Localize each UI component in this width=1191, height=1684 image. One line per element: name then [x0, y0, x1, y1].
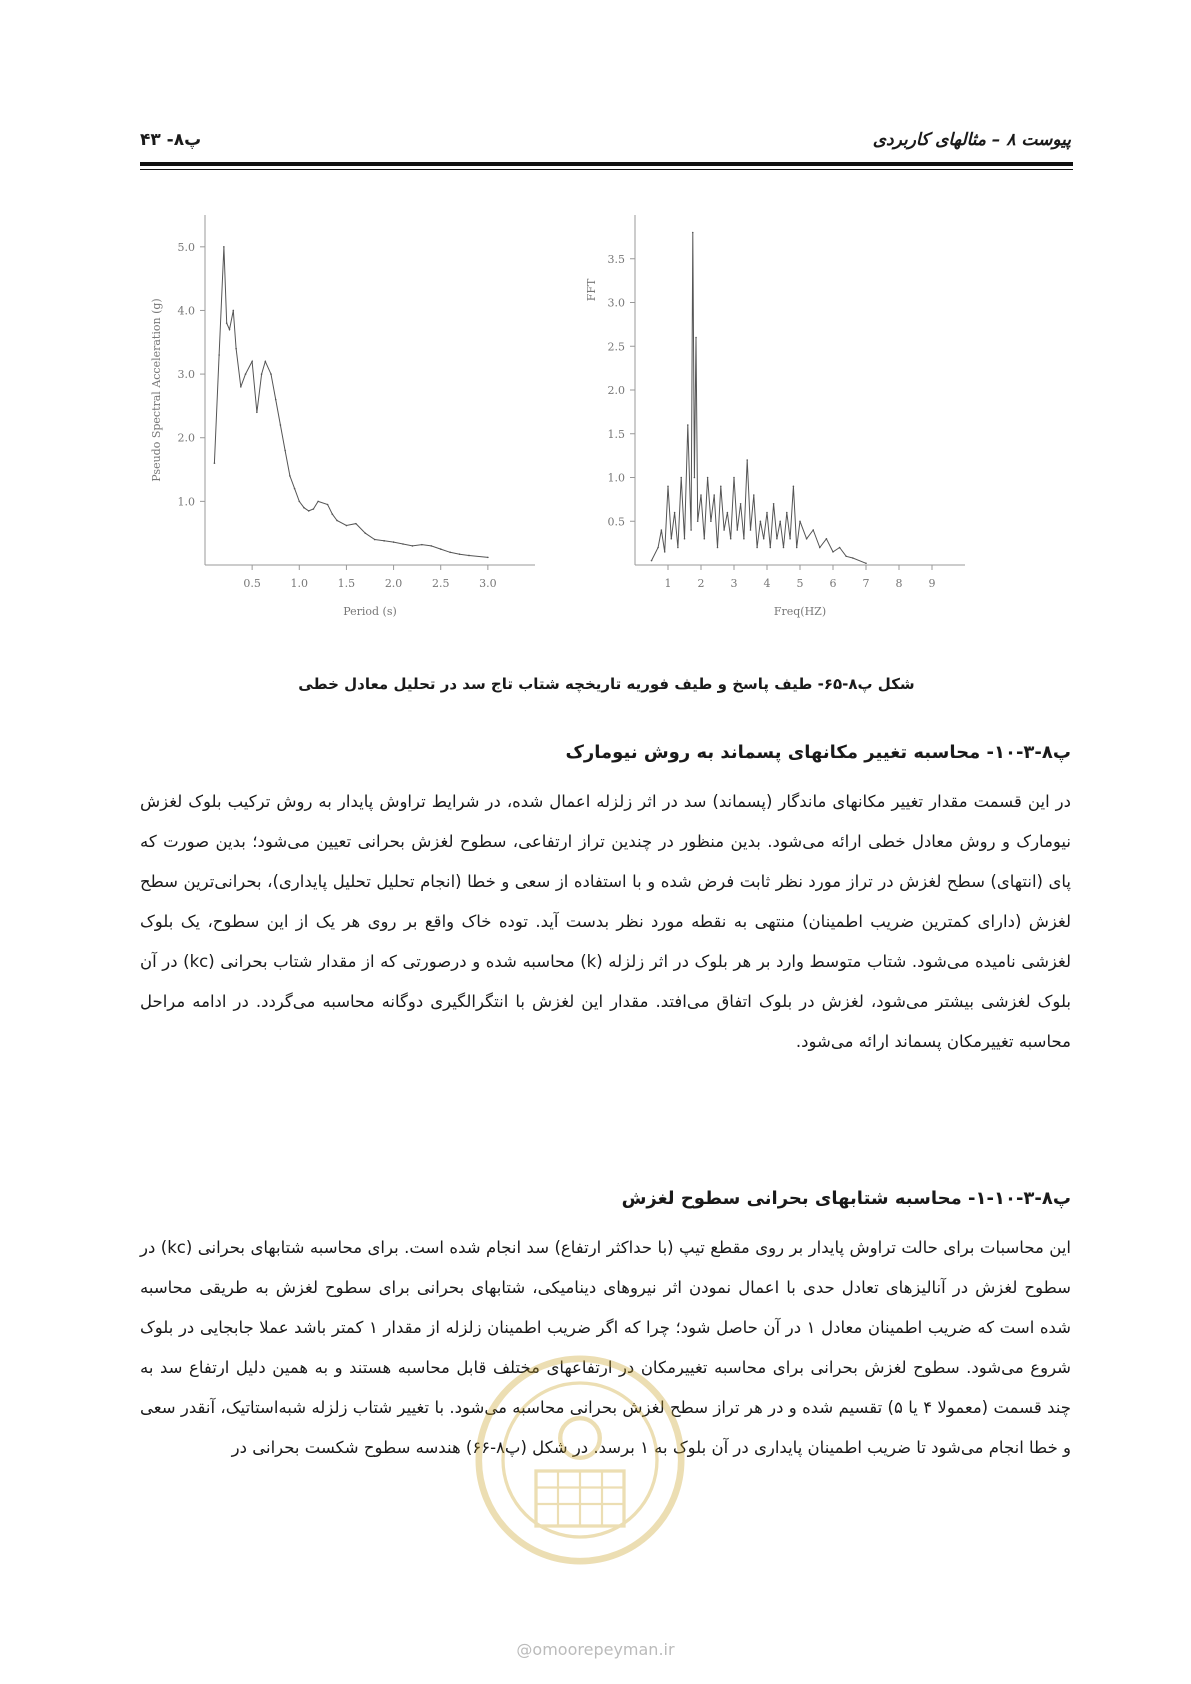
x-tick-label: 9 — [928, 577, 936, 590]
data-point — [289, 475, 291, 477]
data-point — [770, 547, 772, 549]
data-point — [710, 520, 712, 522]
data-point — [852, 557, 854, 559]
data-point — [692, 232, 694, 234]
paragraph-newmark: در این قسمت مقدار تغییر مکانهای ماندگار (پسماند) سد در اثر زلزله اعمال شده، در شرایط تراوش پایدار به روش ترکیب بلوک لغزش نیومارک و روش معادل خطی ارائه می‌شود. بدین منظور در چندین تراز ارتفاعی، سطوح لغزش بحرانی تعیین می‌شود؛ بدین صورت که پای (انتهای) سطح لغزش در تراز مورد نظر ثابت فرض شده و با استفاده از سعی و خطا (انجام تحلیل تحلیل پایداری)، بحرانی‌ترین سطح لغزش (دارای کمترین ضریب اطمینان) منتهی به نقطه مورد نظر بدست آید. توده خاک واقع بر روی هر یک از این سطوح، یک بلوک لغزشی نامیده می‌شود. شتاب متوسط وارد بر هر بلوک در اثر زلزله (k) محاسبه شده و درصورتی که از مقدار شتاب بحرانی (kc) در آن بلوک لغزشی بیشتر می‌شود، لغزش در بلوک اتفاق می‌افتد. مقدار این لغزش با انتگرالگیری دوگانه محاسبه می‌گردد. در ادامه مراحل محاسبه تغییرمکان پسماند ارائه می‌شود. — [140, 792, 1071, 1051]
data-point — [743, 538, 745, 540]
data-point — [245, 373, 247, 375]
data-point — [766, 512, 768, 514]
data-point — [793, 485, 795, 487]
y-tick-label: 3.0 — [177, 368, 195, 382]
y-tick-label: 3.5 — [607, 252, 625, 266]
data-point — [284, 450, 286, 452]
data-point — [261, 373, 263, 375]
data-point — [265, 361, 267, 363]
header-rule-thin — [140, 169, 1073, 170]
data-point — [690, 529, 692, 531]
data-point — [684, 538, 686, 540]
page-header-title: پیوست ۸ – مثالهای کاربردی — [872, 130, 1071, 150]
fourier-spectrum-chart — [585, 205, 1030, 625]
x-axis-label: Period (s) — [343, 605, 397, 618]
data-point — [355, 523, 357, 525]
x-tick-label: 6 — [829, 577, 837, 590]
header-rule-thick — [140, 162, 1073, 166]
x-tick-label: 7 — [862, 577, 870, 590]
series-line — [214, 247, 488, 558]
data-point — [651, 560, 653, 562]
x-tick-label: 4 — [763, 577, 771, 590]
data-point — [313, 508, 315, 510]
x-tick-label: 5 — [796, 577, 804, 590]
x-tick-label: 8 — [895, 577, 903, 590]
data-point — [812, 529, 814, 531]
data-point — [756, 547, 758, 549]
x-tick-label: 0.5 — [243, 577, 261, 590]
data-point — [700, 494, 702, 496]
data-point — [717, 547, 719, 549]
data-point — [218, 354, 220, 356]
data-point — [226, 322, 228, 324]
data-point — [214, 462, 216, 464]
data-point — [783, 547, 785, 549]
data-point — [298, 501, 300, 503]
page-number: پ۸- ۴۳ — [140, 130, 202, 150]
x-tick-label: 3.0 — [479, 577, 497, 590]
data-point — [737, 529, 739, 531]
data-point — [865, 562, 867, 564]
series-line — [652, 233, 867, 564]
figure-caption: شکل پ۸-۶۵- طیف پاسخ و طیف فوریه تاریخچه شتاب تاج سد در تحلیل معادل خطی — [298, 675, 915, 693]
data-point — [733, 477, 735, 479]
data-point — [303, 507, 305, 509]
data-point — [687, 424, 689, 426]
data-point — [383, 540, 385, 542]
data-point — [760, 520, 762, 522]
y-tick-label: 1.5 — [607, 427, 625, 441]
data-point — [229, 329, 231, 331]
data-point — [331, 513, 333, 515]
x-tick-label: 3 — [730, 577, 738, 590]
paragraph-critical-acceleration: این محاسبات برای حالت تراوش پایدار بر روی مقطع تیپ (با حداکثر ارتفاع) سد انجام شده است. برای محاسبه شتابهای بحرانی (kc) در سطوح لغزش در آنالیزهای تعادل حدی با اعمال نمودن اثر نیروهای دینامیکی، شتابهای بحرانی برای سطوح لغزش به طریقی محاسبه شده است که ضریب اطمینان معادل ۱ در آن حاصل شود؛ چرا که اگر ضریب اطمینان زلزله از مقدار ۱ کمتر باشد عملا جابجایی در بلوک شروع می‌شود. سطوح لغزش بحرانی برای محاسبه تغییرمکان در ارتفاعهای مختلف قابل محاسبه هستند و به همین دلیل ارتفاع سد به چند قسمت (معمولا ۴ یا ۵) تقسیم شده و در هر تراز سطح لغزش بحرانی محاسبه می‌شود. با تغییر شتاب زلزله شبه‌استاتیک، آنقدر سعی و خطا انجام می‌شود تا ضریب اطمینان پایداری در آن بلوک به ۱ برسد. در شکل (پ۸-۶۶) هندسه سطوح شکست بحرانی در — [140, 1238, 1072, 1457]
data-point — [294, 488, 296, 490]
section-heading-critical-acceleration: پ۸-۳-۱۰-۱- محاسبه شتابهای بحرانی سطوح لغزش — [621, 1188, 1071, 1209]
data-point — [723, 529, 725, 531]
data-point — [449, 551, 451, 553]
data-point — [364, 532, 366, 534]
data-point — [786, 512, 788, 514]
data-point — [308, 510, 310, 512]
y-tick-label: 3.0 — [607, 296, 625, 310]
data-point — [845, 555, 847, 557]
y-tick-label: 2.5 — [607, 340, 625, 354]
data-point — [806, 538, 808, 540]
data-point — [671, 538, 673, 540]
y-tick-label: 0.5 — [607, 515, 625, 529]
data-point — [256, 411, 258, 413]
data-point — [661, 529, 663, 531]
data-point — [753, 494, 755, 496]
data-point — [839, 547, 841, 549]
data-point — [374, 539, 376, 541]
data-point — [707, 477, 709, 479]
x-tick-label: 2.5 — [431, 577, 450, 590]
y-axis-label: Pseudo Spectral Acceleration (g) — [150, 298, 163, 482]
x-tick-label: 2 — [697, 577, 705, 590]
y-tick-label: 4.0 — [177, 304, 195, 318]
section-heading-newmark: پ۸-۳-۱۰- محاسبه تغییر مکانهای پسماند به روش نیومارک — [565, 742, 1071, 763]
data-point — [487, 557, 489, 559]
data-point — [440, 548, 442, 550]
watermark-text: @omoorepeyman.ir — [516, 1640, 675, 1659]
data-point — [235, 348, 237, 350]
data-point — [240, 386, 242, 388]
data-point — [819, 547, 821, 549]
data-point — [667, 485, 669, 487]
data-point — [327, 504, 329, 506]
data-point — [776, 538, 778, 540]
data-point — [468, 555, 470, 557]
data-point — [694, 477, 696, 479]
data-point — [657, 547, 659, 549]
data-point — [412, 545, 414, 547]
data-point — [713, 494, 715, 496]
data-point — [421, 544, 423, 546]
data-point — [740, 503, 742, 505]
x-tick-label: 1 — [664, 577, 672, 590]
data-point — [336, 520, 338, 522]
data-point — [674, 512, 676, 514]
data-point — [796, 547, 798, 549]
data-point — [730, 538, 732, 540]
data-point — [746, 459, 748, 461]
data-point — [280, 424, 282, 426]
watermark-logo — [470, 1350, 690, 1570]
y-tick-label: 5.0 — [177, 240, 195, 254]
data-point — [402, 543, 404, 545]
data-point — [704, 538, 706, 540]
data-point — [779, 520, 781, 522]
data-point — [677, 547, 679, 549]
y-axis-label: FFT — [585, 278, 598, 302]
data-point — [223, 246, 225, 248]
response-spectrum-chart — [140, 205, 560, 625]
data-point — [346, 525, 348, 527]
data-point — [270, 373, 272, 375]
data-point — [799, 520, 801, 522]
y-tick-label: 1.0 — [607, 471, 625, 485]
data-point — [773, 503, 775, 505]
data-point — [393, 541, 395, 543]
data-point — [727, 512, 729, 514]
data-point — [832, 551, 834, 553]
x-tick-label: 1.0 — [290, 577, 309, 590]
data-point — [720, 485, 722, 487]
x-tick-label: 2.0 — [384, 577, 403, 590]
y-tick-label: 2.0 — [607, 384, 625, 397]
data-point — [695, 337, 697, 339]
data-point — [430, 545, 432, 547]
data-point — [763, 538, 765, 540]
x-axis-label: Freq(HZ) — [773, 605, 827, 618]
data-point — [317, 501, 319, 503]
data-point — [697, 520, 699, 522]
y-tick-label: 1.0 — [177, 495, 195, 509]
data-point — [251, 361, 253, 363]
x-tick-label: 1.5 — [337, 577, 356, 590]
data-point — [275, 399, 277, 401]
data-point — [750, 529, 752, 531]
y-tick-label: 2.0 — [177, 431, 195, 445]
data-point — [789, 538, 791, 540]
data-point — [664, 551, 666, 553]
data-point — [680, 477, 682, 479]
data-point — [232, 310, 234, 312]
data-point — [459, 553, 461, 555]
data-point — [826, 538, 828, 540]
